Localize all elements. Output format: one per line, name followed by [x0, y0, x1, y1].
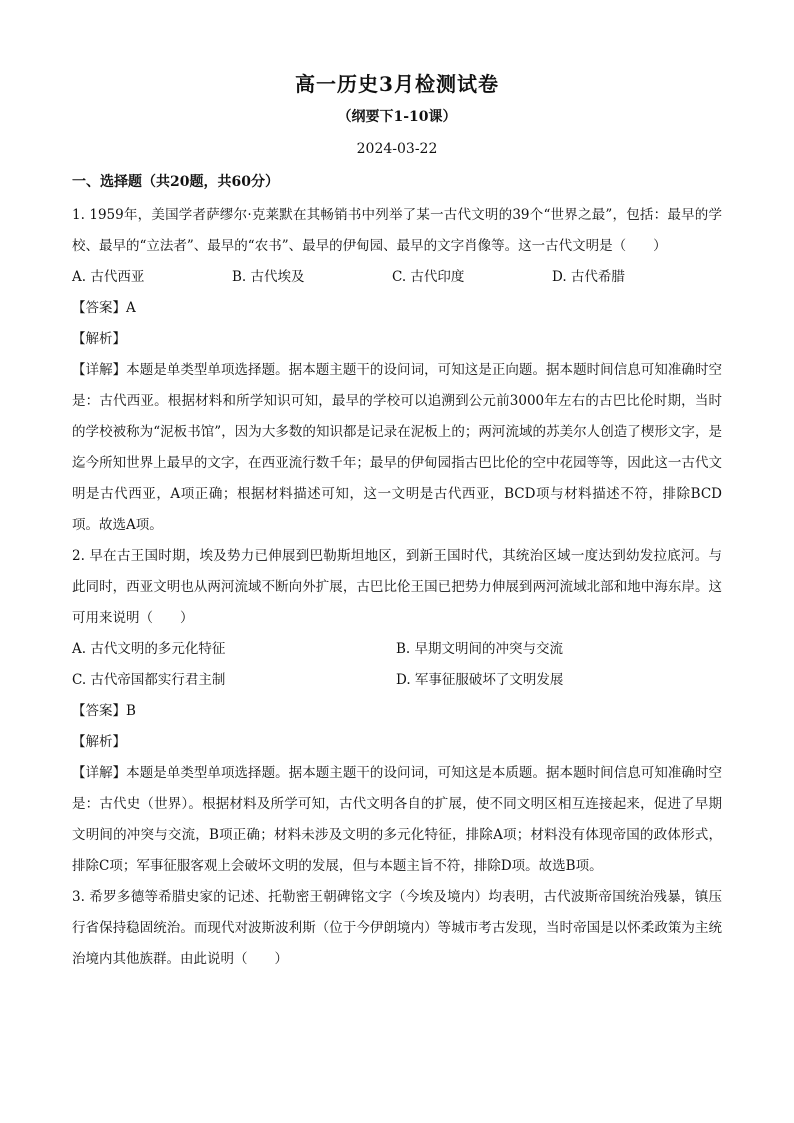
option-b: B. 早期文明间的冲突与交流: [396, 641, 564, 657]
question-1-stem: 1. 1959年，美国学者萨缪尔·克莱默在其畅销书中列举了某一古代文明的39个“世界之最”，包括：最早的学校、最早的“立法者”、最早的“农书”、最早的伊甸园、最早的文字肖像等。这一古代文明是（ ）: [72, 207, 722, 254]
question-1-options: [72, 262, 722, 293]
option-a: A. 古代西亚: [72, 269, 145, 285]
question-2-options-row-1: [72, 634, 722, 665]
question-2-stem: 2. 早在古王国时期，埃及势力已伸展到巴勒斯坦地区，到新王国时代，其统治区域一度达到幼发拉底河。与此同时，西亚文明也从两河流域不断向外扩展，古巴比伦王国已把势力伸展到两河流域北部和地中海东岸。这可用来说明（ ）: [72, 548, 722, 626]
option-b: B. 古代埃及: [232, 269, 305, 285]
question-2-analysis-label: 【解析】: [72, 734, 126, 750]
question-1-analysis-label: 【解析】: [72, 331, 126, 347]
option-c: C. 古代印度: [392, 269, 465, 285]
question-1-answer: 【答案】A: [72, 300, 136, 316]
question-3-stem: 3. 希罗多德等希腊史家的记述、托勒密王朝碑铭文字（今埃及境内）均表明，古代波斯帝国统治残暴，镇压行省保持稳固统治。而现代对波斯波利斯（位于今伊朗境内）等城市考古发现，当时帝国是以怀柔政策为主统治境内其他族群。由此说明（ ）: [72, 889, 722, 967]
option-a: A. 古代文明的多元化特征: [72, 641, 226, 657]
option-d: D. 古代希腊: [552, 269, 625, 285]
question-2-options-row-2: [72, 665, 722, 696]
question-2-detail: 【详解】本题是单类型单项选择题。据本题主题干的设问词，可知这是本质题。据本题时间信息可知准确时空是：古代史（世界）。根据材料及所学可知，古代文明各自的扩展，使不同文明区相互连接起来，促进了早期文明间的冲突与交流，B项正确；材料未涉及文明的多元化特征，排除A项；材料没有体现帝国的政体形式，排除C项；军事征服客观上会破坏文明的发展，但与本题主旨不符，排除D项。故选B项。: [72, 765, 722, 874]
exam-date: 2024-03-22: [356, 141, 438, 157]
option-c: C. 古代帝国都实行君主制: [72, 672, 226, 688]
question-1-detail: 【详解】本题是单类型单项选择题。据本题主题干的设问词，可知这是正向题。据本题时间信息可知准确时空是：古代西亚。根据材料和所学知识可知，最早的学校可以追溯到公元前3000年左右的古巴比伦时期，当时的学校被称为“泥板书馆”，因为大多数的知识都是记录在泥板上的；两河流域的苏美尔人创造了楔形文字，是迄今所知世界上最早的文字，在西亚流行数千年；最早的伊甸园指古巴比伦的空中花园等等，因此这一古代文明是古代西亚，A项正确；根据材料描述可知，这一文明是古代西亚，BCD项与材料描述不符，排除BCD项。故选A项。: [72, 362, 722, 533]
section-heading: 一、选择题（共20题，共60分）: [72, 174, 279, 190]
page-title: 高一历史3月检测试卷: [295, 72, 499, 96]
option-d: D. 军事征服破坏了文明发展: [396, 672, 564, 688]
questions-content: [72, 200, 722, 975]
question-2-answer: 【答案】B: [72, 703, 136, 719]
page-subtitle: （纲要下1-10课）: [337, 109, 457, 125]
